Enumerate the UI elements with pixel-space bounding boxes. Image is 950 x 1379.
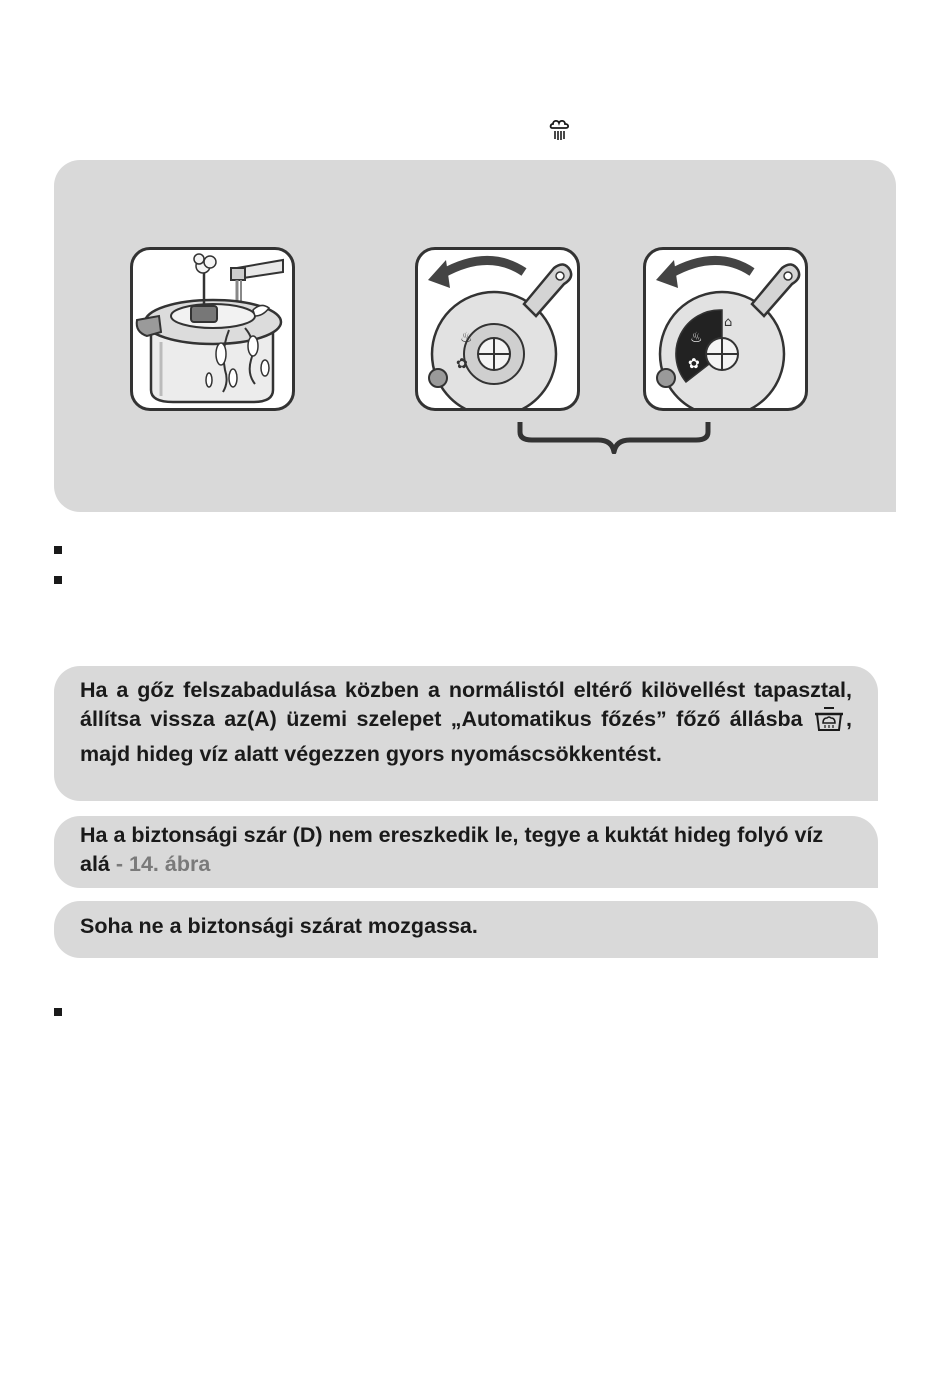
figure-panel: [54, 160, 896, 512]
automatic-cooking-icon: [812, 706, 846, 740]
figure-reference: - 14. ábra: [109, 852, 211, 876]
curly-brace-icon: [516, 418, 712, 454]
bullet-marker: [54, 546, 62, 554]
svg-text:♨: ♨: [460, 330, 473, 346]
svg-text:⌂: ⌂: [724, 315, 733, 330]
valve-dial-position-1-icon: [415, 247, 580, 411]
svg-text:✿: ✿: [688, 356, 700, 372]
bullet-marker: [54, 576, 62, 584]
svg-text:✿: ✿: [456, 356, 468, 372]
warning-note-never-move-rod: [54, 901, 878, 958]
warning-note-text-before: Ha a gőz felszabadulása közben a normálistól eltérő kilövellést tapasztal, állítsa vissza az(A) üzemi szelepet „Automatikus főzés” főző állásba: [80, 678, 852, 731]
pressure-cooker-under-tap-icon: [130, 247, 295, 411]
warning-note-text: Soha ne a biztonsági szárat mozgassa.: [80, 914, 478, 938]
warning-note-text: [80, 676, 852, 769]
warning-note-text-after: , majd hideg víz alatt végezzen gyors nyomáscsökkentést.: [80, 707, 852, 766]
warning-note-text: Ha a biztonsági szár (D) nem ereszkedik le, tegye a kuktát hideg folyó víz alá: [80, 823, 824, 876]
warning-note-safety-rod: [54, 816, 878, 888]
warning-note-steam-release: [54, 666, 878, 801]
svg-text:♨: ♨: [690, 330, 703, 346]
steam-icon: [547, 117, 573, 143]
valve-dial-position-2-icon: [643, 247, 808, 411]
bullet-marker: [54, 1008, 62, 1016]
